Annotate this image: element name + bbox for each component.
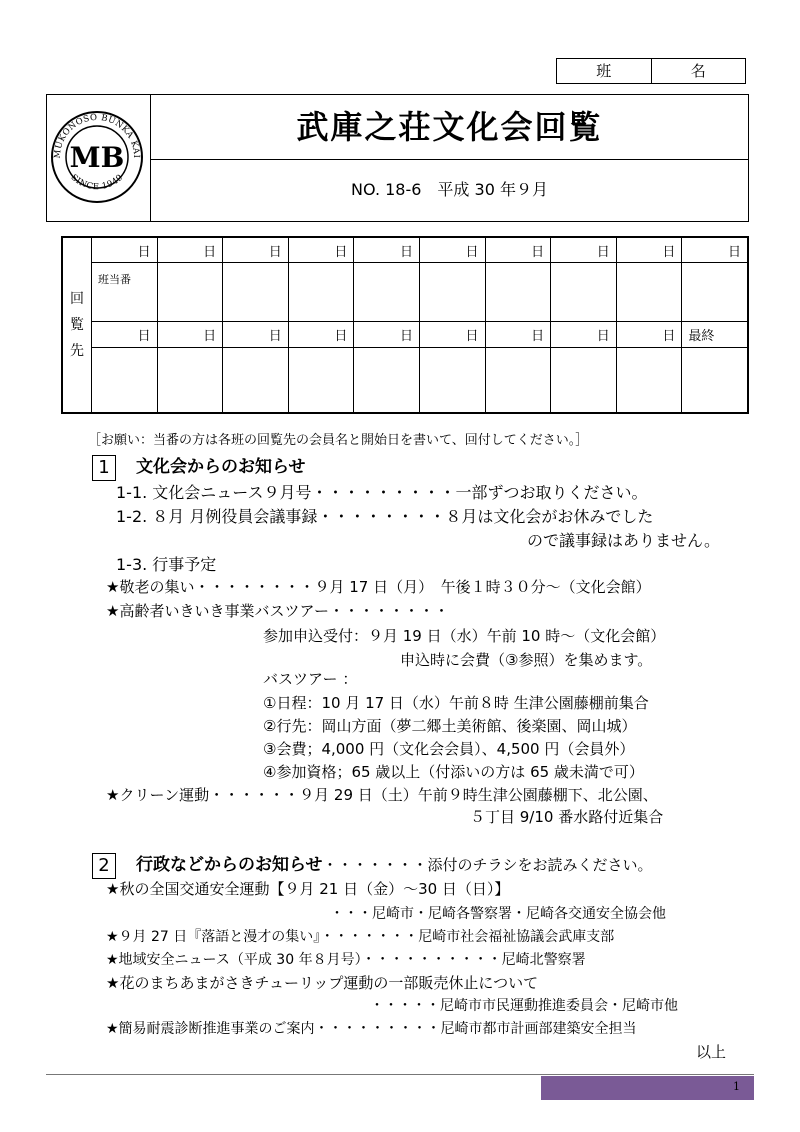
logo-cell — [47, 95, 151, 221]
day-cell: 日 — [223, 238, 289, 263]
name-cell — [551, 347, 617, 412]
logo-ring-text: MUKONOSO BUNKA KAI — [52, 112, 142, 159]
item-line: ５丁目 9/10 番水路付近集合 — [470, 808, 664, 826]
item-line: ②行先：岡山方面（夢二郷土美術館、後楽園、岡山城） — [263, 717, 637, 735]
name-cell — [616, 347, 682, 412]
duty-cell: 班当番 — [92, 263, 158, 322]
footer-bar — [541, 1076, 754, 1100]
name-cell — [419, 347, 485, 412]
day-cell: 日 — [485, 322, 551, 347]
item-line: ★秋の全国交通安全運動【９月 21 日（金）～30 日（日）】 — [106, 880, 510, 898]
name-cell — [288, 263, 354, 322]
item-line: ので議事録はありません。 — [527, 531, 720, 550]
name-cell — [223, 347, 289, 412]
page-title: 武庫之荘文化会回覧 — [151, 95, 748, 160]
name-cell — [223, 263, 289, 322]
footer-divider — [46, 1074, 754, 1075]
name-cell — [157, 347, 223, 412]
day-cell: 日 — [616, 322, 682, 347]
name-cell — [157, 263, 223, 322]
name-label: 名 — [690, 62, 706, 80]
day-cell: 日 — [419, 322, 485, 347]
page-number: 1 — [733, 1080, 740, 1093]
item-line: ★簡易耐震診断推進事業のご案内・・・・・・・・・尼崎市都市計画部建築安全担当 — [106, 1021, 637, 1037]
item-line: ・・・・・尼崎市市民運動推進委員会・尼崎市他 — [370, 998, 678, 1014]
name-cell — [288, 347, 354, 412]
day-cell: 日 — [354, 322, 420, 347]
svg-text:SINCE 1949 — [69, 173, 126, 193]
item-line: ④参加資格；65 歳以上（付添いの方は 65 歳未満で可） — [263, 763, 644, 781]
item-line: 参加申込受付：９月 19 日（水）午前 10 時～（文化会館） — [263, 627, 666, 645]
section-1-heading — [92, 452, 306, 481]
item-line: ①日程：10 月 17 日（水）午前８時 生津公園藤棚前集合 — [263, 694, 649, 712]
section-title: 文化会からのお知らせ — [136, 457, 306, 477]
name-cell — [354, 347, 420, 412]
item-line: 申込時に会費（③参照）を集めます。 — [400, 651, 653, 669]
day-cell: 日 — [223, 322, 289, 347]
item-line: ★高齢者いきいき事業バスツアー・・・・・・・・ — [106, 602, 449, 620]
name-cell — [419, 263, 485, 322]
group-name-box — [556, 58, 746, 84]
day-cell: 日 — [157, 238, 223, 263]
group-label: 班 — [557, 59, 652, 83]
day-cell: 日 — [419, 238, 485, 263]
section-number: 1 — [92, 455, 116, 481]
circulation-label: 回 覧 先 — [63, 238, 92, 413]
closing-text: 以上 — [696, 1043, 727, 1061]
day-cell: 日 — [551, 322, 617, 347]
day-cell: 日 — [157, 322, 223, 347]
day-cell: 日 — [288, 238, 354, 263]
day-cell: 日 — [92, 238, 158, 263]
item-line: ★花のまちあまがさきチューリップ運動の一部販売休止について — [106, 974, 539, 992]
item-line: バスツアー ： — [263, 670, 358, 688]
day-cell: 日 — [682, 238, 748, 263]
section-title-suffix: ・・・・・・・添付のチラシをお読みください。 — [322, 856, 653, 874]
day-cell: 日 — [92, 322, 158, 347]
item-line: ・・・尼崎市・尼崎各警察署・尼崎各交通安全協会他 — [330, 906, 666, 922]
circulation-table — [61, 236, 749, 414]
logo-initials: MB — [69, 141, 125, 174]
logo-since-text: SINCE 1949 — [68, 172, 126, 193]
item-line: ★クリーン運動・・・・・・９月 29 日（土）午前９時生津公園藤棚下、北公園、 — [106, 786, 658, 804]
day-cell: 日 — [354, 238, 420, 263]
name-cell — [92, 347, 158, 412]
newsletter-header — [46, 94, 749, 222]
mb-logo — [47, 95, 147, 220]
item-line: 1-3. 行事予定 — [116, 555, 217, 574]
section-2-heading — [92, 850, 653, 879]
item-line: 1-1. 文化会ニュース９月号・・・・・・・・・一部ずつお取りください。 — [116, 483, 648, 502]
day-cell: 日 — [551, 238, 617, 263]
last-cell: 最終 — [682, 322, 748, 347]
name-cell — [616, 263, 682, 322]
item-line: 1-2. ８月 月例役員会議事録・・・・・・・・８月は文化会がお休みでした — [116, 507, 654, 526]
section-title: 行政などからのお知らせ — [136, 855, 323, 875]
item-line: ★地域安全ニュース（平成 30 年８月号）・・・・・・・・・・尼崎北警察署 — [106, 952, 586, 968]
name-cell — [485, 263, 551, 322]
item-line: ★敬老の集い・・・・・・・・９月 17 日（月） 午後１時３０分～（文化会館） — [106, 578, 651, 596]
name-cell — [682, 263, 748, 322]
name-cell — [682, 347, 748, 412]
name-cell — [354, 263, 420, 322]
name-cell — [485, 347, 551, 412]
day-cell: 日 — [288, 322, 354, 347]
issue-number: NO. 18-6 平成 30 年９月 — [351, 180, 548, 199]
section-number: 2 — [92, 853, 116, 879]
day-cell: 日 — [616, 238, 682, 263]
day-cell: 日 — [485, 238, 551, 263]
request-note: ［お願い：当番の方は各班の回覧先の会員名と開始日を書いて、回付してください。］ — [88, 433, 589, 448]
name-cell — [551, 263, 617, 322]
item-line: ★９月 27 日『落語と漫才の集い』・・・・・・・尼崎市社会福祉協議会武庫支部 — [106, 929, 615, 945]
item-line: ③会費；4,000 円（文化会会員）、4,500 円（会員外） — [263, 740, 635, 758]
